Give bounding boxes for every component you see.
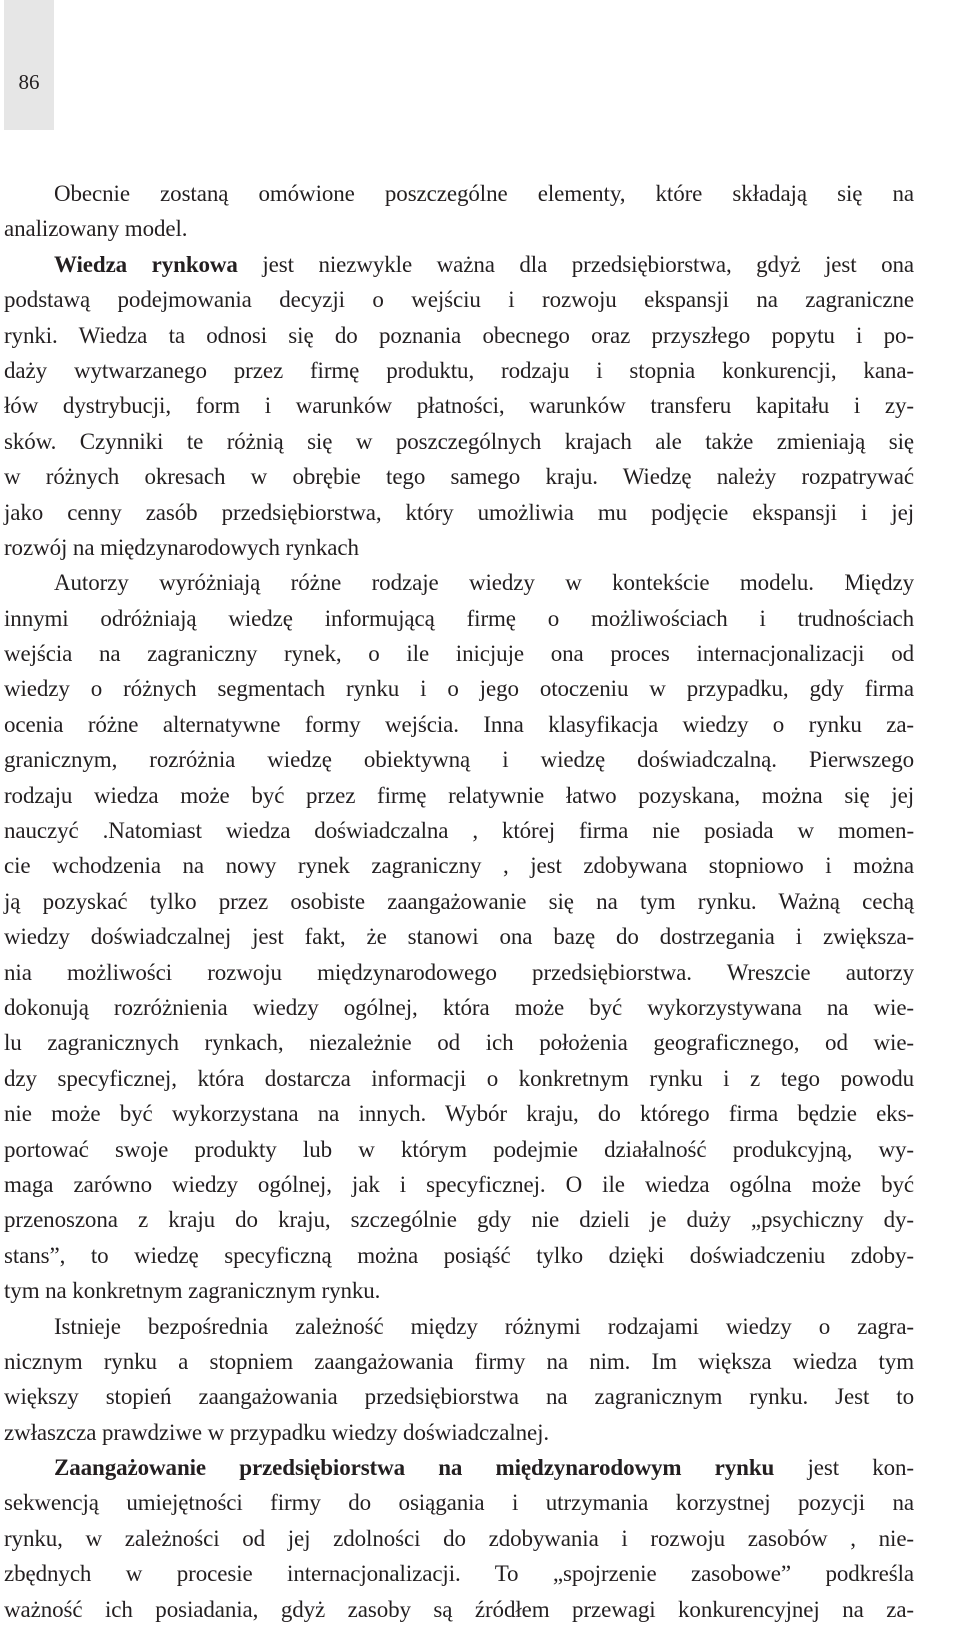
line-text: jest kon-: [774, 1455, 914, 1481]
line-text: jest niezwykle ważna dla przedsiębiorstwa, gdyż jest ona: [237, 251, 914, 277]
text-line: [4, 1521, 914, 1556]
line-text: Autorzy wyróżniają różne rodzaje wiedzy w kontekście modelu. Między: [54, 570, 914, 596]
bold-term: Wiedza rynkowa: [54, 251, 238, 277]
line-text: rynku, w zależności od jej zdolności do zdobywania i rozwoju zasobów , nie-: [4, 1525, 914, 1551]
line-text: większy stopień zaangażowania przedsiębiorstwa na zagranicznym rynku. Jest to: [4, 1384, 914, 1410]
text-line: [4, 1556, 914, 1591]
text-line: [4, 671, 914, 706]
line-text: ocenia różne alternatywne formy wejścia. Inna klasyfikacja wiedzy o rynku za-: [4, 711, 914, 737]
text-line: [4, 1167, 914, 1202]
text-line: [4, 1132, 914, 1167]
text-line: [4, 530, 914, 565]
line-text: w różnych okresach w obrębie tego samego kraju. Wiedzę należy rozpatrywać: [4, 464, 914, 490]
text-line: [4, 495, 914, 530]
text-line: [4, 884, 914, 919]
line-text: nie może być wykorzystana na innych. Wybór kraju, do którego firma będzie eks-: [4, 1101, 914, 1127]
text-line: [4, 1592, 914, 1627]
line-text: nicznym rynku a stopniem zaangażowania firmy na nim. Im większa wiedza tym: [4, 1348, 914, 1374]
text-line: [4, 282, 914, 317]
line-text: rozwój na międzynarodowych rynkach: [4, 534, 359, 560]
line-text: portować swoje produkty lub w którym podejmie działalność produkcyjną, wy-: [4, 1136, 914, 1162]
text-line: [4, 1273, 914, 1308]
line-text: daży wytwarzanego przez firmę produktu, rodzaju i stopnia konkurencji, kana-: [4, 357, 914, 383]
text-line: [4, 1096, 914, 1131]
text-line: [4, 1238, 914, 1273]
text-line: [4, 1344, 914, 1379]
line-text: innymi odróżniają wiedzę informującą firmę o możliwościach i trudnościach: [4, 605, 914, 631]
line-text: ją pozyskać tylko przez osobiste zaangażowanie się na tym rynku. Ważną cechą: [4, 888, 914, 914]
text-line: [4, 424, 914, 459]
line-text: wiedzy doświadczalnej jest fakt, że stanowi ona bazę do dostrzegania i zwiększa-: [4, 924, 914, 950]
text-line: [4, 1025, 914, 1060]
text-line: [4, 778, 914, 813]
line-text: analizowany model.: [4, 216, 188, 242]
line-text: dzy specyficznej, która dostarcza informacji o konkretnym rynku i z tego powodu: [4, 1065, 914, 1091]
line-text: ważność ich posiadania, gdyż zasoby są źródłem przewagi konkurencyjnej na za-: [4, 1596, 914, 1622]
bold-term: Zaangażowanie przedsiębiorstwa na międzynarodowym rynku: [54, 1455, 775, 1481]
line-text: przenoszona z kraju do kraju, szczególnie gdy nie dzieli je duży „psychiczny dy-: [4, 1207, 914, 1233]
text-line: [4, 1450, 914, 1485]
text-line: [4, 990, 914, 1025]
text-line: [4, 848, 914, 883]
line-text: nia możliwości rozwoju międzynarodowego przedsiębiorstwa. Wreszcie autorzy: [4, 959, 914, 985]
line-text: łów dystrybucji, form i warunków płatności, warunków transferu kapitału i zy-: [4, 393, 914, 419]
line-text: zbędnych w procesie internacjonalizacji. To „spojrzenie zasobowe” podkreśla: [4, 1561, 914, 1587]
line-text: rodzaju wiedza może być przez firmę relatywnie łatwo pozyskana, można się jej: [4, 782, 914, 808]
text-line: [4, 1202, 914, 1237]
text-line: [4, 459, 914, 494]
line-text: cie wchodzenia na nowy rynek zagraniczny , jest zdobywana stopniowo i można: [4, 853, 914, 879]
line-text: sekwencją umiejętności firmy do osiągania i utrzymania korzystnej pozycji na: [4, 1490, 914, 1516]
text-line: [4, 318, 914, 353]
text-line: [4, 1485, 914, 1520]
line-text: lu zagranicznych rynkach, niezależnie od ich położenia geograficznego, od wie-: [4, 1030, 914, 1056]
line-text: wiedzy o różnych segmentach rynku i o jego otoczeniu w przypadku, gdy firma: [4, 676, 914, 702]
line-text: tym na konkretnym zagranicznym rynku.: [4, 1278, 381, 1304]
line-text: zwłaszcza prawdziwe w przypadku wiedzy doświadczalnej.: [4, 1419, 550, 1445]
line-text: dokonują rozróżnienia wiedzy ogólnej, która może być wykorzystywana na wie-: [4, 994, 914, 1020]
line-text: stans”, to wiedzę specyficzną można posiąść tylko dzięki doświadczeniu zdoby-: [4, 1242, 914, 1268]
line-text: sków. Czynniki te różnią się w poszczególnych krajach ale także zmieniają się: [4, 428, 914, 454]
text-line: [4, 919, 914, 954]
text-line: [4, 955, 914, 990]
text-line: [4, 1309, 914, 1344]
text-line: [4, 211, 914, 246]
text-line: [4, 1379, 914, 1414]
text-line: [4, 565, 914, 600]
line-text: maga zarówno wiedzy ogólnej, jak i specyficznej. O ile wiedza ogólna może być: [4, 1171, 914, 1197]
text-line: [4, 742, 914, 777]
page-number-box: [4, 0, 54, 130]
text-line: [4, 1061, 914, 1096]
line-text: rynki. Wiedza ta odnosi się do poznania obecnego oraz przyszłego popytu i po-: [4, 322, 914, 348]
text-line: [4, 247, 914, 282]
line-text: granicznym, rozróżnia wiedzę obiektywną i wiedzę doświadczalną. Pierwszego: [4, 747, 914, 773]
text-line: [4, 176, 914, 211]
page-number: 86: [18, 70, 40, 94]
line-text: wejścia na zagraniczny rynek, o ile inicjuje ona proces internacjonalizacji od: [4, 641, 914, 667]
text-line: [4, 601, 914, 636]
line-text: podstawą podejmowania decyzji o wejściu i rozwoju ekspansji na zagraniczne: [4, 287, 914, 313]
text-line: [4, 707, 914, 742]
line-text: Istnieje bezpośrednia zależność między różnymi rodzajami wiedzy o zagra-: [54, 1313, 914, 1339]
line-text: Obecnie zostaną omówione poszczególne elementy, które składają się na: [54, 181, 914, 206]
text-line: [4, 388, 914, 423]
text-line: [4, 813, 914, 848]
line-text: nauczyć .Natomiast wiedza doświadczalna , której firma nie posiada w momen-: [4, 818, 914, 844]
text-line: [4, 353, 914, 388]
text-line: [4, 636, 914, 671]
text-line: [4, 1415, 914, 1450]
body-text: [4, 176, 914, 1627]
line-text: jako cenny zasób przedsiębiorstwa, który umożliwia mu podjęcie ekspansji i jej: [4, 499, 914, 525]
